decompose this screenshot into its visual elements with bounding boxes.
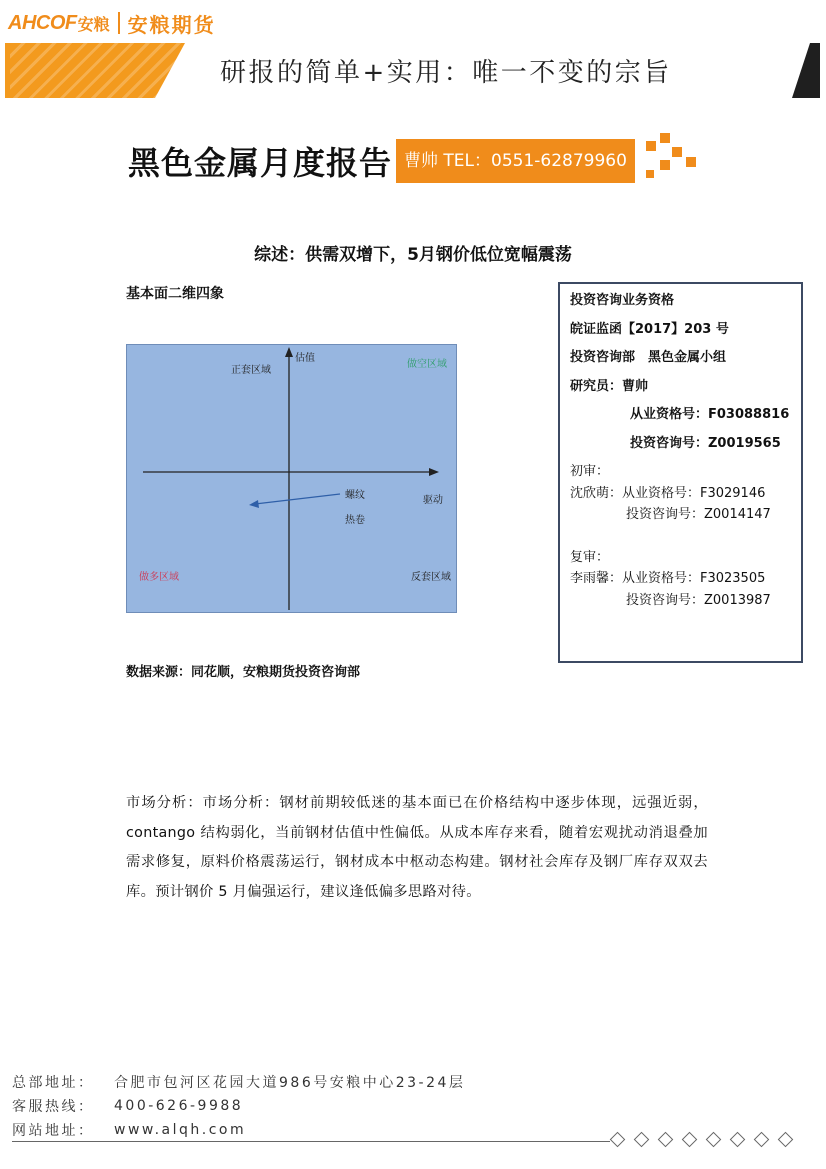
report-title: 黑色金属月度报告 xyxy=(128,144,393,182)
slogan-banner xyxy=(5,43,820,98)
quadrant-diagram xyxy=(126,344,457,613)
second-reviewer: 李雨馨：从业资格号：F3023505 xyxy=(570,571,766,586)
qualification-title: 投资咨询业务资格 xyxy=(570,293,675,308)
decor-square xyxy=(672,147,682,157)
first-review-label: 初审： xyxy=(570,464,610,479)
decor-square xyxy=(646,141,656,151)
quadrant-bottom-left: 做多区域 xyxy=(139,572,179,583)
address-label: 总部地址： xyxy=(12,1075,95,1091)
researcher: 研究员：曹帅 xyxy=(570,378,649,394)
quadrant-top-left: 正套区域 xyxy=(231,365,271,376)
decor-square xyxy=(646,170,654,178)
quadrant-top-right: 做空区域 xyxy=(407,359,447,370)
company-logo xyxy=(8,8,216,38)
second-review-label: 复审： xyxy=(570,549,610,565)
diamond-icon xyxy=(682,1132,698,1148)
logo-english: AHCOF xyxy=(8,11,77,34)
trend-arrowhead xyxy=(249,500,259,508)
y-axis-arrowhead xyxy=(285,347,293,357)
data-source: 数据来源：同花顺，安粮期货投资咨询部 xyxy=(126,665,361,680)
diamond-icon xyxy=(610,1132,626,1148)
x-axis-arrowhead xyxy=(429,468,439,476)
report-contact: 曹帅 TEL：0551-62879960 xyxy=(396,139,635,183)
first-reviewer-consult: 投资咨询号：Z0014147 xyxy=(626,507,771,522)
footer-address-row xyxy=(12,1070,465,1094)
section-label: 基本面二维四象 xyxy=(126,286,224,302)
researcher-cert: 从业资格号：F03088816 xyxy=(630,407,790,422)
diamond-icon xyxy=(658,1132,674,1148)
footer-hotline-row xyxy=(12,1094,465,1118)
footer-website-row xyxy=(12,1118,465,1142)
decor-square xyxy=(686,157,696,167)
commodity-label-rebar: 螺纹 xyxy=(345,490,365,501)
department: 投资咨询部 黑色金属小组 xyxy=(570,350,727,365)
main-heading: 综述：供需双增下，5月钢价低位宽幅震荡 xyxy=(254,245,572,265)
diamond-icon xyxy=(778,1132,794,1148)
logo-chinese-name: 安粮期货 xyxy=(127,12,216,37)
logo-divider xyxy=(118,12,120,34)
decor-square xyxy=(660,160,670,170)
decor-square xyxy=(660,133,670,143)
commodity-label-hot-coil: 热卷 xyxy=(345,515,365,526)
researcher-consult: 投资咨询号：Z0019565 xyxy=(630,435,781,451)
address: 合肥市包河区花园大道986号安粮中心23-24层 xyxy=(114,1075,466,1091)
diamond-icon xyxy=(730,1132,746,1148)
first-reviewer: 沈欣萌：从业资格号：F3029146 xyxy=(570,485,766,501)
second-reviewer-consult: 投资咨询号：Z0013987 xyxy=(626,592,771,608)
diamond-icon xyxy=(754,1132,770,1148)
website-label: 网站地址： xyxy=(12,1123,95,1139)
website-link[interactable]: www.alqh.com xyxy=(114,1122,247,1138)
logo-chinese-small: 安粮 xyxy=(77,14,110,34)
trend-arrow xyxy=(255,494,340,504)
market-analysis: 市场分析：市场分析：钢材前期较低迷的基本面已在价格结构中逐步体现，远强近弱，contango 结构弱化，当前钢材估值中性偏低。从成本库存来看，随着宏观扰动消退叠加需求修复，原料价格震荡运行，钢材成本中枢动态构建。钢材社会库存及钢厂库存双双去库。预计钢价 5 月偏强运行，建议逢低偏多思路对待。 xyxy=(126,795,708,900)
report-title-block xyxy=(128,133,635,189)
footer-divider xyxy=(12,1141,610,1142)
spacer xyxy=(570,528,801,549)
qualification-box xyxy=(558,282,803,663)
hotline-label: 客服热线： xyxy=(12,1099,95,1115)
diamond-icon xyxy=(706,1132,722,1148)
x-axis-label: 驱动 xyxy=(423,495,443,506)
footer-diamonds xyxy=(612,1134,804,1145)
footer xyxy=(12,1070,465,1142)
diamond-icon xyxy=(634,1132,650,1148)
quadrant-bottom-right: 反套区域 xyxy=(411,572,451,583)
slogan-text: 研报的简单+实用：唯一不变的宗旨 xyxy=(220,58,672,88)
y-axis-label: 估值 xyxy=(295,353,315,364)
license-number: 皖证监函【2017】203 号 xyxy=(570,321,729,337)
hotline: 400-626-9988 xyxy=(114,1098,244,1114)
